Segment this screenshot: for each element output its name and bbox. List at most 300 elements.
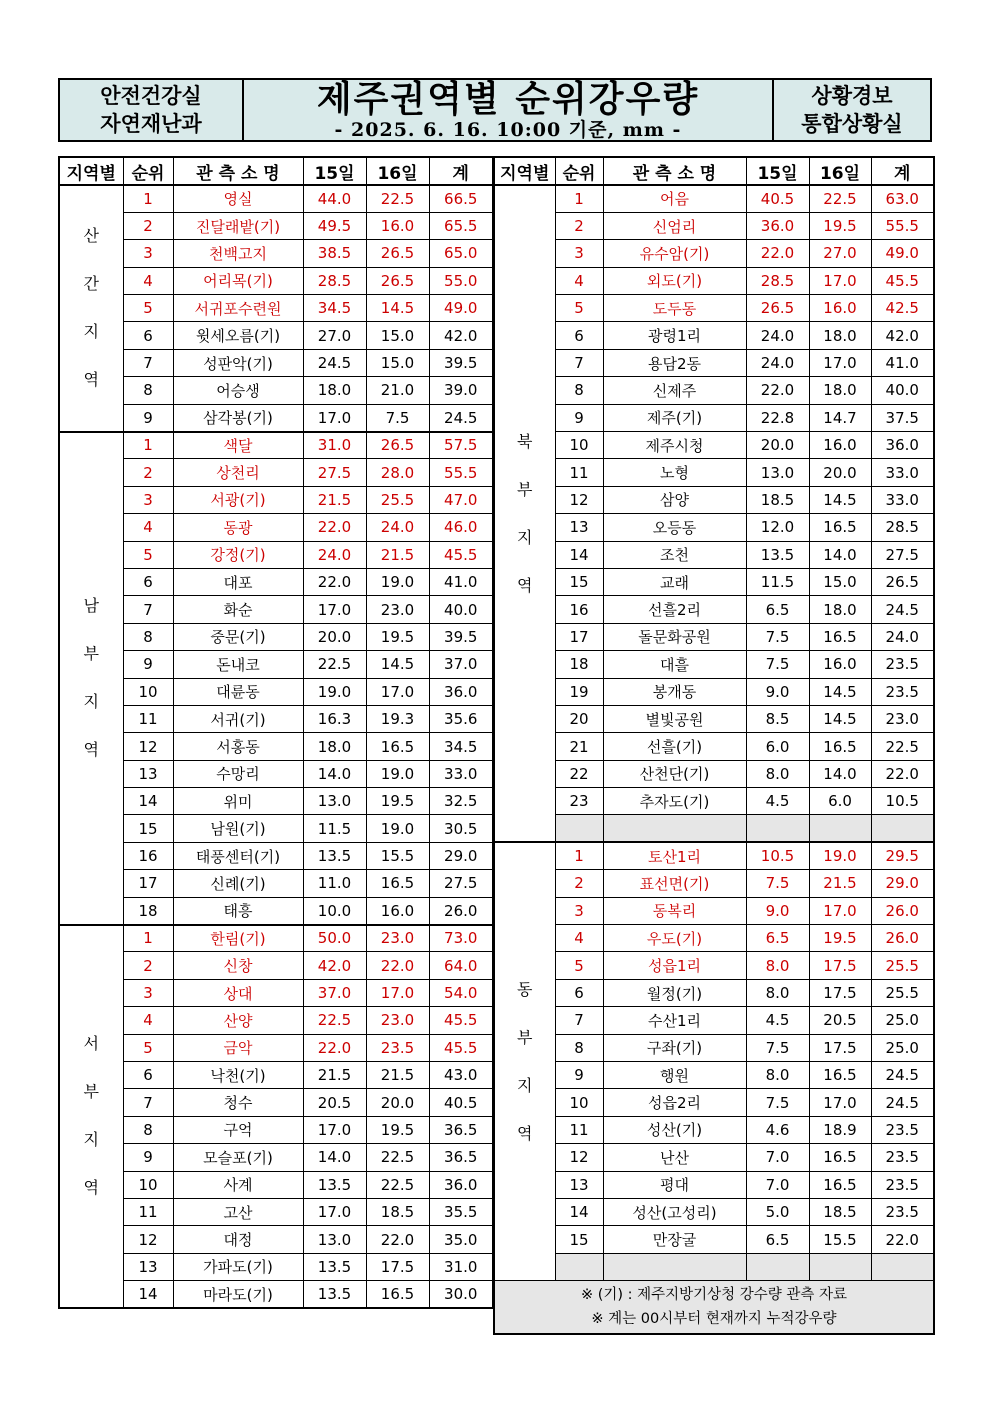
station-cell: 어음 xyxy=(603,185,746,212)
day16-cell: 16.5 xyxy=(366,1281,429,1308)
day15-cell: 13.5 xyxy=(746,541,809,568)
total-cell: 45.5 xyxy=(429,1034,493,1061)
station-cell: 유수암(기) xyxy=(603,240,746,267)
rank-cell: 1 xyxy=(123,432,173,459)
page-title: 제주권역별 순위강우량 xyxy=(316,79,700,120)
rank-cell: 2 xyxy=(123,212,173,239)
rank-cell: 23 xyxy=(555,788,603,815)
total-cell: 41.0 xyxy=(429,568,493,595)
station-cell: 서홍동 xyxy=(173,733,303,760)
day15-cell: 18.0 xyxy=(303,377,366,404)
day15-cell: 24.0 xyxy=(746,349,809,376)
total-cell: 25.5 xyxy=(871,952,934,979)
table-row xyxy=(59,1144,493,1171)
region-char: 역 xyxy=(83,370,99,390)
rank-cell: 6 xyxy=(123,322,173,349)
office-line1: 상황경보 xyxy=(811,84,893,108)
blank-cell xyxy=(809,815,871,842)
day16-cell: 16.5 xyxy=(366,870,429,897)
day16-cell: 16.5 xyxy=(809,733,871,760)
day16-cell: 18.0 xyxy=(809,322,871,349)
total-cell: 26.0 xyxy=(429,897,493,924)
total-cell: 27.5 xyxy=(871,541,934,568)
region-char: 부 xyxy=(517,1027,533,1047)
day16-cell: 15.0 xyxy=(366,322,429,349)
table-row xyxy=(494,486,934,513)
rank-cell: 5 xyxy=(555,952,603,979)
station-cell: 수망리 xyxy=(173,760,303,787)
station-cell: 외도(기) xyxy=(603,267,746,294)
rank-cell: 14 xyxy=(123,1281,173,1308)
day16-cell: 16.0 xyxy=(366,212,429,239)
station-cell: 금악 xyxy=(173,1034,303,1061)
day16-cell: 14.5 xyxy=(809,486,871,513)
table-row xyxy=(494,1198,934,1225)
table-row xyxy=(494,212,934,239)
table-row xyxy=(494,979,934,1006)
rank-cell: 15 xyxy=(555,1226,603,1253)
total-cell: 65.0 xyxy=(429,240,493,267)
day16-cell: 21.5 xyxy=(366,1062,429,1089)
station-cell: 제주(기) xyxy=(603,404,746,431)
day15-cell: 14.0 xyxy=(303,760,366,787)
total-cell: 45.5 xyxy=(429,1007,493,1034)
day16-cell: 22.5 xyxy=(366,1144,429,1171)
day16-cell: 16.5 xyxy=(809,1171,871,1198)
station-cell: 난산 xyxy=(603,1144,746,1171)
blank-cell xyxy=(555,815,603,842)
title-box xyxy=(244,80,772,140)
total-cell: 46.0 xyxy=(429,514,493,541)
region-label xyxy=(494,185,555,842)
station-cell: 대흘 xyxy=(603,651,746,678)
region-label xyxy=(59,432,123,925)
day16-cell: 14.5 xyxy=(366,295,429,322)
table-row xyxy=(494,295,934,322)
station-cell: 가파도(기) xyxy=(173,1253,303,1280)
table-row xyxy=(59,377,493,404)
day16-cell: 15.5 xyxy=(366,842,429,869)
table-row xyxy=(494,952,934,979)
total-cell: 30.0 xyxy=(429,1281,493,1308)
station-cell: 교래 xyxy=(603,568,746,595)
day15-cell: 7.5 xyxy=(746,1089,809,1116)
table-row xyxy=(59,1007,493,1034)
day16-cell: 16.0 xyxy=(809,432,871,459)
region-char: 지 xyxy=(83,322,99,342)
page-subtitle: - 2025. 6. 16. 10:00 기준, mm - xyxy=(334,119,682,141)
day15-cell: 13.5 xyxy=(303,1171,366,1198)
table-row xyxy=(59,733,493,760)
day15-cell: 36.0 xyxy=(746,212,809,239)
department-line2: 자연재난과 xyxy=(100,112,202,136)
table-row xyxy=(494,322,934,349)
rank-cell: 2 xyxy=(555,212,603,239)
station-cell: 대포 xyxy=(173,568,303,595)
rank-cell: 10 xyxy=(123,678,173,705)
day15-cell: 31.0 xyxy=(303,432,366,459)
day15-cell: 27.0 xyxy=(303,322,366,349)
station-cell: 우도(기) xyxy=(603,925,746,952)
day16-cell: 19.5 xyxy=(366,1116,429,1143)
day15-cell: 13.0 xyxy=(303,1226,366,1253)
col-day15: 15일 xyxy=(303,157,366,185)
station-cell: 마라도(기) xyxy=(173,1281,303,1308)
blank-cell xyxy=(746,815,809,842)
table-row xyxy=(59,568,493,595)
total-cell: 43.0 xyxy=(429,1062,493,1089)
station-cell: 강정(기) xyxy=(173,541,303,568)
day16-cell: 19.3 xyxy=(366,705,429,732)
total-cell: 29.5 xyxy=(871,842,934,869)
total-cell: 35.6 xyxy=(429,705,493,732)
total-cell: 42.0 xyxy=(429,322,493,349)
day15-cell: 38.5 xyxy=(303,240,366,267)
station-cell: 도두동 xyxy=(603,295,746,322)
table-row xyxy=(59,760,493,787)
table-row xyxy=(494,1116,934,1143)
note-line1: ※ (기) : 제주지방기상청 강수량 관측 자료 xyxy=(580,1287,848,1304)
total-cell: 42.0 xyxy=(871,322,934,349)
total-cell: 63.0 xyxy=(871,185,934,212)
day15-cell: 34.5 xyxy=(303,295,366,322)
rank-cell: 12 xyxy=(123,1226,173,1253)
total-cell: 23.5 xyxy=(871,1198,934,1225)
total-cell: 73.0 xyxy=(429,925,493,952)
total-cell: 24.0 xyxy=(871,623,934,650)
rank-cell: 14 xyxy=(555,1198,603,1225)
total-cell: 55.5 xyxy=(871,212,934,239)
day16-cell: 7.5 xyxy=(366,404,429,431)
day15-cell: 21.5 xyxy=(303,486,366,513)
day15-cell: 18.5 xyxy=(746,486,809,513)
day15-cell: 8.0 xyxy=(746,760,809,787)
day15-cell: 44.0 xyxy=(303,185,366,212)
total-cell: 49.0 xyxy=(871,240,934,267)
day15-cell: 24.0 xyxy=(303,541,366,568)
day16-cell: 17.0 xyxy=(809,1089,871,1116)
table-row xyxy=(494,1171,934,1198)
station-cell: 돈내코 xyxy=(173,651,303,678)
station-cell: 신엄리 xyxy=(603,212,746,239)
day15-cell: 24.0 xyxy=(746,322,809,349)
table-row xyxy=(59,185,493,212)
total-cell: 22.5 xyxy=(871,733,934,760)
rank-cell: 21 xyxy=(555,733,603,760)
total-cell: 45.5 xyxy=(871,267,934,294)
day16-cell: 22.5 xyxy=(366,185,429,212)
day15-cell: 40.5 xyxy=(746,185,809,212)
rank-cell: 18 xyxy=(123,897,173,924)
day16-cell: 22.0 xyxy=(366,1226,429,1253)
day16-cell: 19.0 xyxy=(366,568,429,595)
total-cell: 32.5 xyxy=(429,788,493,815)
day16-cell: 14.5 xyxy=(366,651,429,678)
rank-cell: 16 xyxy=(555,596,603,623)
rank-cell: 3 xyxy=(123,240,173,267)
station-cell: 제주시청 xyxy=(603,432,746,459)
day16-cell: 21.5 xyxy=(366,541,429,568)
day15-cell: 4.6 xyxy=(746,1116,809,1143)
blank-cell xyxy=(871,1253,934,1280)
total-cell: 40.0 xyxy=(429,596,493,623)
day15-cell: 17.0 xyxy=(303,404,366,431)
region-label xyxy=(59,925,123,1308)
table-row xyxy=(59,705,493,732)
total-cell: 65.5 xyxy=(429,212,493,239)
day16-cell: 28.0 xyxy=(366,459,429,486)
day15-cell: 20.0 xyxy=(303,623,366,650)
table-row xyxy=(494,185,934,212)
blank-cell xyxy=(871,815,934,842)
table-row xyxy=(59,1034,493,1061)
day15-cell: 13.5 xyxy=(303,842,366,869)
total-cell: 40.5 xyxy=(429,1089,493,1116)
total-cell: 33.0 xyxy=(429,760,493,787)
col-day16: 16일 xyxy=(809,157,871,185)
table-row xyxy=(59,651,493,678)
day15-cell: 14.0 xyxy=(303,1144,366,1171)
day15-cell: 8.5 xyxy=(746,705,809,732)
day15-cell: 11.5 xyxy=(303,815,366,842)
day15-cell: 7.5 xyxy=(746,1034,809,1061)
station-cell: 오등동 xyxy=(603,514,746,541)
rank-cell: 5 xyxy=(555,295,603,322)
total-cell: 55.0 xyxy=(429,267,493,294)
rank-cell: 17 xyxy=(123,870,173,897)
day16-cell: 16.5 xyxy=(809,1144,871,1171)
station-cell: 성읍1리 xyxy=(603,952,746,979)
total-cell: 25.0 xyxy=(871,1007,934,1034)
table-row xyxy=(494,267,934,294)
blank-cell xyxy=(746,1253,809,1280)
station-cell: 조천 xyxy=(603,541,746,568)
region-label xyxy=(59,185,123,432)
day16-cell: 18.5 xyxy=(809,1198,871,1225)
rank-cell: 2 xyxy=(123,459,173,486)
day16-cell: 22.0 xyxy=(366,952,429,979)
rank-cell: 1 xyxy=(123,925,173,952)
station-cell: 산천단(기) xyxy=(603,760,746,787)
station-cell: 낙천(기) xyxy=(173,1062,303,1089)
total-cell: 22.0 xyxy=(871,1226,934,1253)
region-char: 역 xyxy=(83,740,99,760)
report-header xyxy=(58,78,932,142)
station-cell: 서귀(기) xyxy=(173,705,303,732)
col-rank: 순위 xyxy=(555,157,603,185)
blank-cell xyxy=(555,1253,603,1280)
day16-cell: 17.0 xyxy=(809,267,871,294)
table-row xyxy=(59,349,493,376)
table-row xyxy=(59,295,493,322)
day16-cell: 14.0 xyxy=(809,760,871,787)
total-cell: 33.0 xyxy=(871,486,934,513)
station-cell: 태풍센터(기) xyxy=(173,842,303,869)
total-cell: 23.5 xyxy=(871,678,934,705)
rank-cell: 14 xyxy=(123,788,173,815)
day16-cell: 19.5 xyxy=(809,925,871,952)
col-station: 관 측 소 명 xyxy=(173,157,303,185)
day16-cell: 17.5 xyxy=(809,952,871,979)
day16-cell: 17.5 xyxy=(366,1253,429,1280)
rank-cell: 3 xyxy=(123,486,173,513)
table-row xyxy=(494,897,934,924)
rank-cell: 1 xyxy=(555,185,603,212)
total-cell: 36.0 xyxy=(429,1171,493,1198)
station-cell: 수산1리 xyxy=(603,1007,746,1034)
rank-cell: 13 xyxy=(555,514,603,541)
table-row xyxy=(59,979,493,1006)
day15-cell: 22.0 xyxy=(746,377,809,404)
rank-cell: 5 xyxy=(123,1034,173,1061)
total-cell: 30.5 xyxy=(429,815,493,842)
day15-cell: 6.5 xyxy=(746,596,809,623)
rank-cell: 4 xyxy=(555,267,603,294)
table-row xyxy=(494,1007,934,1034)
table-row xyxy=(494,651,934,678)
total-cell: 36.0 xyxy=(871,432,934,459)
total-cell: 25.0 xyxy=(871,1034,934,1061)
day15-cell: 9.0 xyxy=(746,897,809,924)
total-cell: 10.5 xyxy=(871,788,934,815)
station-cell: 영실 xyxy=(173,185,303,212)
table-row xyxy=(494,514,934,541)
table-row xyxy=(59,514,493,541)
day16-cell: 14.5 xyxy=(809,705,871,732)
total-cell: 36.5 xyxy=(429,1144,493,1171)
day16-cell: 17.5 xyxy=(809,979,871,1006)
day15-cell: 7.5 xyxy=(746,870,809,897)
col-station: 관 측 소 명 xyxy=(603,157,746,185)
table-row xyxy=(494,1034,934,1061)
table-row xyxy=(494,596,934,623)
rank-cell: 9 xyxy=(123,1144,173,1171)
table-row xyxy=(59,788,493,815)
total-cell: 35.5 xyxy=(429,1198,493,1225)
station-cell: 용담2동 xyxy=(603,349,746,376)
notes-row xyxy=(494,1281,934,1335)
blank-cell xyxy=(809,1253,871,1280)
blank-row xyxy=(494,815,934,842)
day15-cell: 10.5 xyxy=(746,842,809,869)
total-cell: 26.0 xyxy=(871,925,934,952)
station-cell: 진달래밭(기) xyxy=(173,212,303,239)
day15-cell: 10.0 xyxy=(303,897,366,924)
day15-cell: 13.0 xyxy=(303,788,366,815)
rank-cell: 10 xyxy=(555,1089,603,1116)
rank-cell: 17 xyxy=(555,623,603,650)
table-row xyxy=(59,267,493,294)
region-char: 지 xyxy=(517,1075,533,1095)
day16-cell: 16.0 xyxy=(366,897,429,924)
table-row xyxy=(59,1281,493,1308)
table-row xyxy=(494,788,934,815)
day16-cell: 18.0 xyxy=(809,377,871,404)
day15-cell: 22.0 xyxy=(303,1034,366,1061)
total-cell: 39.0 xyxy=(429,377,493,404)
day16-cell: 20.5 xyxy=(809,1007,871,1034)
rank-cell: 10 xyxy=(123,1171,173,1198)
day16-cell: 15.0 xyxy=(809,568,871,595)
station-cell: 신창 xyxy=(173,952,303,979)
day16-cell: 23.5 xyxy=(366,1034,429,1061)
rank-cell: 3 xyxy=(555,240,603,267)
station-cell: 성산(기) xyxy=(603,1116,746,1143)
station-cell: 서광(기) xyxy=(173,486,303,513)
station-cell: 신제주 xyxy=(603,377,746,404)
day15-cell: 7.5 xyxy=(746,651,809,678)
rank-cell: 12 xyxy=(555,1144,603,1171)
table-row xyxy=(494,240,934,267)
rank-cell: 8 xyxy=(123,623,173,650)
table-row xyxy=(59,897,493,924)
rank-cell: 4 xyxy=(555,925,603,952)
day16-cell: 18.9 xyxy=(809,1116,871,1143)
region-char: 역 xyxy=(517,1123,533,1143)
table-row xyxy=(494,432,934,459)
total-cell: 23.5 xyxy=(871,1171,934,1198)
rank-cell: 8 xyxy=(123,1116,173,1143)
station-cell: 신례(기) xyxy=(173,870,303,897)
rank-cell: 22 xyxy=(555,760,603,787)
station-cell: 한림(기) xyxy=(173,925,303,952)
day16-cell: 14.7 xyxy=(809,404,871,431)
day15-cell: 18.0 xyxy=(303,733,366,760)
station-cell: 천백고지 xyxy=(173,240,303,267)
region-char: 역 xyxy=(83,1178,99,1198)
day15-cell: 12.0 xyxy=(746,514,809,541)
rank-cell: 18 xyxy=(555,651,603,678)
station-cell: 산양 xyxy=(173,1007,303,1034)
region-char: 북 xyxy=(517,431,533,451)
day16-cell: 22.5 xyxy=(809,185,871,212)
station-cell: 구억 xyxy=(173,1116,303,1143)
rank-cell: 11 xyxy=(555,1116,603,1143)
day16-cell: 17.0 xyxy=(366,979,429,1006)
station-cell: 청수 xyxy=(173,1089,303,1116)
table-row xyxy=(59,870,493,897)
table-row xyxy=(59,596,493,623)
day15-cell: 17.0 xyxy=(303,1116,366,1143)
total-cell: 29.0 xyxy=(429,842,493,869)
rank-cell: 13 xyxy=(123,1253,173,1280)
day16-cell: 17.0 xyxy=(809,897,871,924)
total-cell: 57.5 xyxy=(429,432,493,459)
day16-cell: 18.5 xyxy=(366,1198,429,1225)
total-cell: 41.0 xyxy=(871,349,934,376)
total-cell: 33.0 xyxy=(871,459,934,486)
rank-cell: 4 xyxy=(123,514,173,541)
total-cell: 42.5 xyxy=(871,295,934,322)
rank-cell: 13 xyxy=(555,1171,603,1198)
total-cell: 45.5 xyxy=(429,541,493,568)
day16-cell: 14.5 xyxy=(809,678,871,705)
col-total: 계 xyxy=(429,157,493,185)
station-cell: 구좌(기) xyxy=(603,1034,746,1061)
day15-cell: 9.0 xyxy=(746,678,809,705)
station-cell: 만장굴 xyxy=(603,1226,746,1253)
region-char: 지 xyxy=(517,527,533,547)
day16-cell: 21.0 xyxy=(366,377,429,404)
station-cell: 추자도(기) xyxy=(603,788,746,815)
day15-cell: 24.5 xyxy=(303,349,366,376)
station-cell: 토산1리 xyxy=(603,842,746,869)
total-cell: 37.5 xyxy=(871,404,934,431)
day16-cell: 17.0 xyxy=(809,349,871,376)
rank-cell: 6 xyxy=(123,568,173,595)
day15-cell: 49.5 xyxy=(303,212,366,239)
table-row xyxy=(494,541,934,568)
